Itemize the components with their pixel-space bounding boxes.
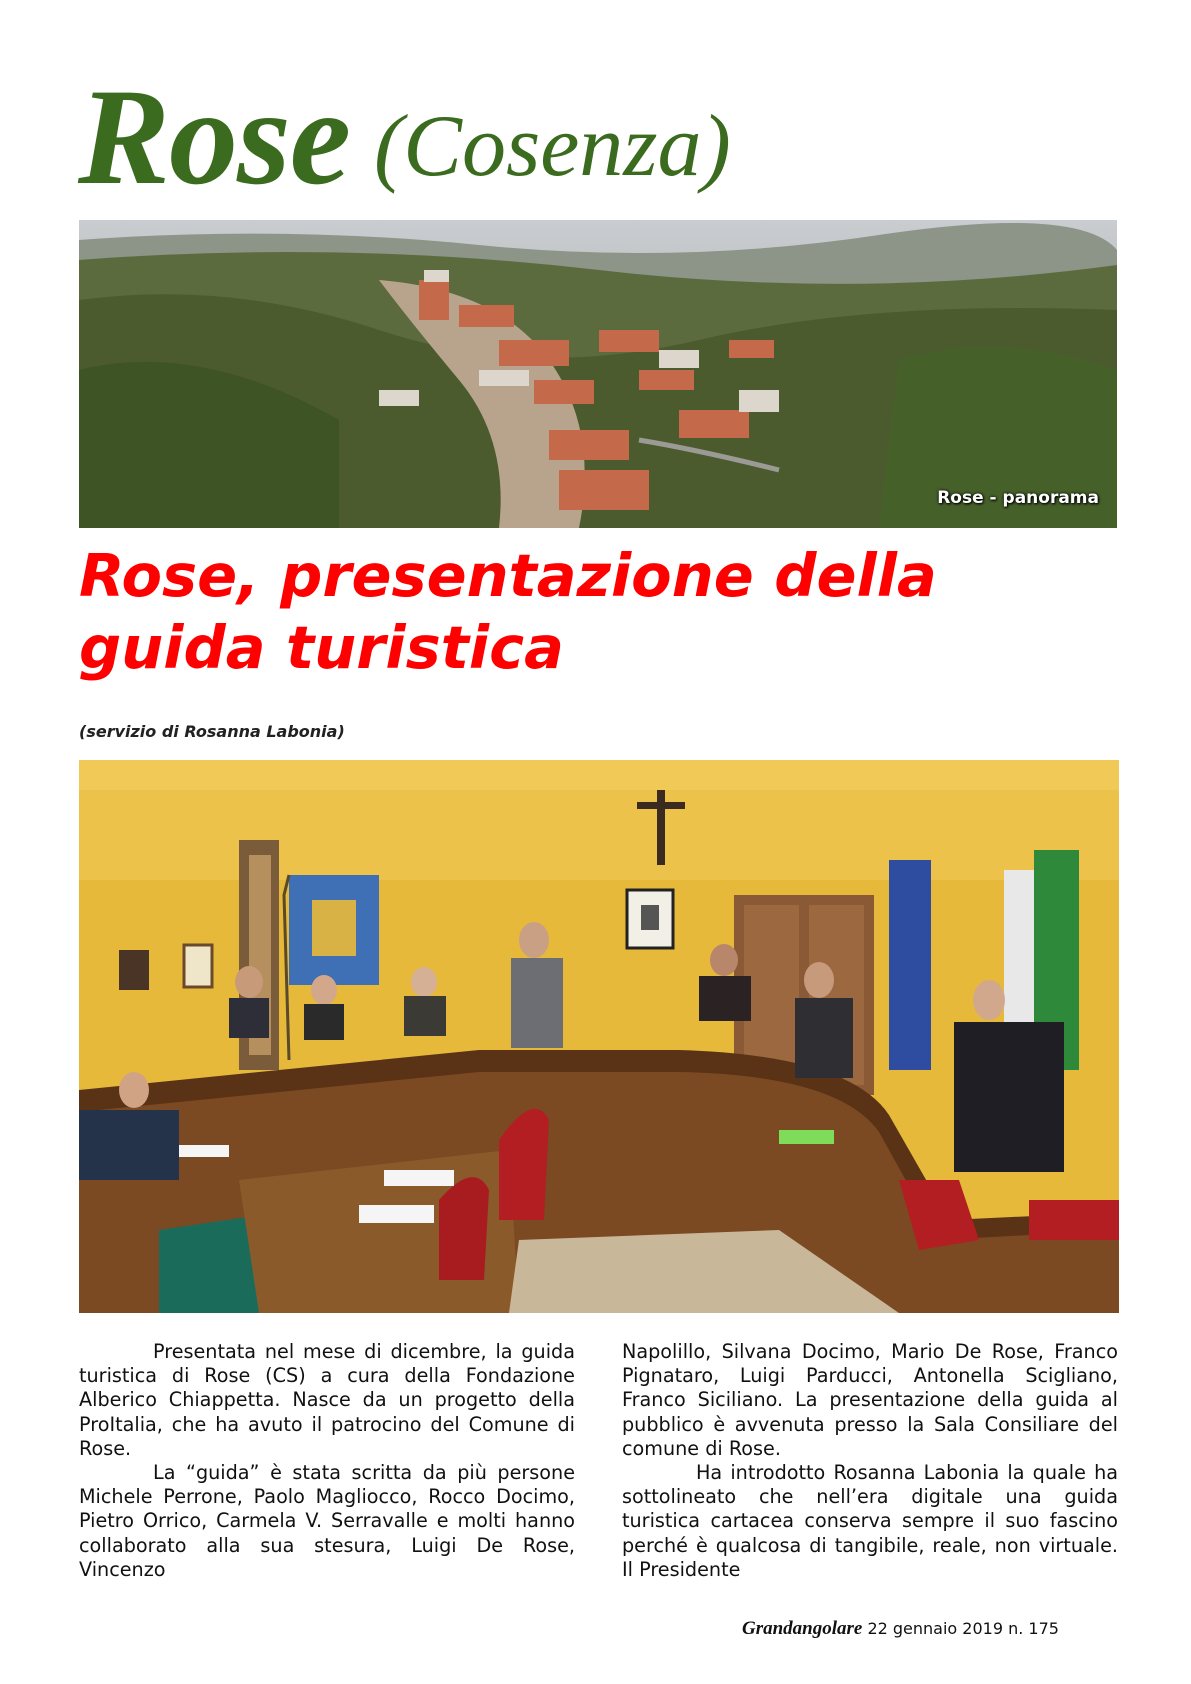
panorama-photo — [79, 220, 1117, 528]
masthead-town: Rose — [78, 60, 350, 213]
paragraph: Ha introdotto Rosanna Labonia la quale ha sottolineato che nell’era digitale una guida turistica cartacea conserva sempre il suo fascino perché è qualcosa di tangibile, reale, non virtuale. Il Presidente — [622, 1461, 1118, 1581]
article-column-2 — [622, 1340, 1118, 1582]
page-footer — [742, 1618, 1059, 1640]
publication-name: Grandangolare — [742, 1618, 863, 1639]
issue-date: 22 gennaio 2019 n. 175 — [862, 1619, 1059, 1638]
paragraph: La “guida” è stata scritta da più persone Michele Perrone, Paolo Magliocco, Rocco Docimo, Pietro Orrico, Carmela V. Serravalle e molti hanno collaborato alla sua stesura, Luigi De Rose, Vincenzo — [79, 1461, 575, 1581]
article-column-1 — [79, 1340, 575, 1582]
article-headline: Rose, presentazione della guida turistica — [79, 541, 937, 682]
masthead-title — [78, 62, 1118, 212]
panorama-image — [79, 220, 1117, 528]
panorama-caption: Rose - panorama — [937, 488, 1099, 508]
paragraph: Napolillo, Silvana Docimo, Mario De Rose, Franco Pignataro, Luigi Parducci, Antonella Scigliano, Franco Siciliano. La presentazione della guida al pubblico è avvenuta presso la Sala Consiliare del comune di Rose. — [622, 1340, 1118, 1460]
council-hall-photo — [79, 760, 1119, 1313]
paragraph: Presentata nel mese di dicembre, la guida turistica di Rose (CS) a cura della Fondazione Alberico Chiappetta. Nasce da un progetto della ProItalia, che ha avuto il patrocino del Comune di Rose. — [79, 1340, 575, 1460]
council-hall-image — [79, 760, 1119, 1313]
masthead-province: (Cosenza) — [374, 98, 731, 195]
article-byline: (servizio di Rosanna Labonia) — [79, 722, 345, 741]
